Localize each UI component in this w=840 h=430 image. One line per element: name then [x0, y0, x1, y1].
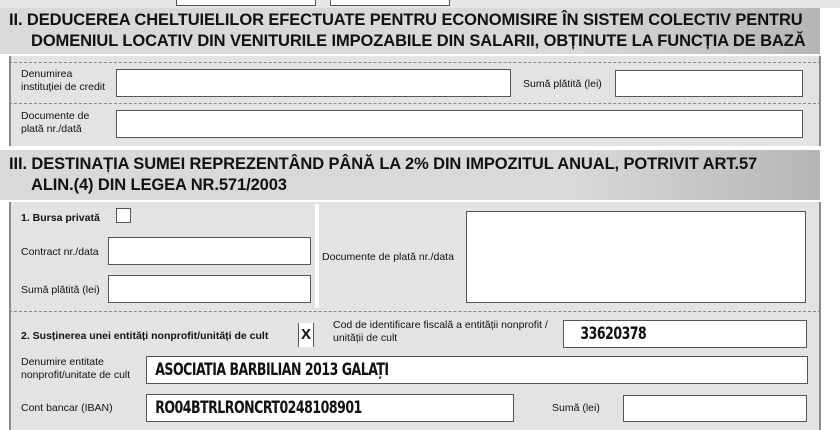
payment-docs-field[interactable]	[116, 110, 803, 138]
bank-name-field[interactable]	[116, 69, 511, 97]
nonprofit-checkbox[interactable]: X	[298, 323, 314, 347]
section-3-divider	[9, 311, 821, 312]
nonprofit-amount-field[interactable]	[623, 395, 807, 422]
nonprofit-name-field[interactable]: ASOCIATIA BARBILIAN 2013 GALAȚI	[146, 356, 808, 384]
private-grant-label: 1. Bursa privată	[21, 212, 100, 224]
previous-field-right[interactable]	[330, 0, 450, 6]
nonprofit-name-label: Denumire entitate nonprofit/unitate de cult	[21, 356, 131, 381]
fiscal-code-label: Cod de identificare fiscală a entității nonprofit / unității de cult	[333, 319, 548, 344]
grant-amount-label: Sumă plătită (lei)	[21, 284, 100, 296]
section-2-divider-top	[9, 62, 821, 63]
section-2-heading	[0, 8, 820, 54]
private-grant-checkbox[interactable]	[116, 208, 131, 223]
section-2-title-line2: DOMENIUL LOCATIV DIN VENITURILE IMPOZABILE DIN SALARII, OBȚINUTE LA FUNCȚIA DE BAZĂ	[31, 32, 806, 50]
grant-amount-field[interactable]	[108, 275, 311, 303]
payment-docs-label: Documente de plată nr./dată	[21, 110, 90, 135]
bank-name-label: Denumirea instituției de credit	[21, 68, 106, 93]
section-3-title-line2: ALIN.(4) DIN LEGEA NR.571/2003	[31, 176, 287, 194]
paid-amount-label: Sumă plătită (lei)	[523, 78, 602, 90]
contract-label: Contract nr./data	[21, 246, 99, 258]
column-separator	[315, 204, 319, 308]
section-2-divider-mid	[9, 103, 821, 104]
section-3-title-line1: III. DESTINAȚIA SUMEI REPREZENTÂND PÂNĂ LA 2% DIN IMPOZITUL ANUAL, POTRIVIT ART.57	[9, 155, 758, 173]
section-2-title-line1: II. DEDUCEREA CHELTUIELILOR EFECTUATE PENTRU ECONOMISIRE ÎN SISTEM COLECTIV PENTRU	[9, 11, 803, 29]
iban-label: Cont bancar (IBAN)	[21, 402, 113, 414]
previous-field-left[interactable]	[176, 0, 316, 6]
iban-field[interactable]: RO04BTRLRONCRT0248108901	[146, 394, 514, 422]
grant-docs-field[interactable]	[466, 211, 806, 303]
contract-field[interactable]	[108, 237, 311, 265]
paid-amount-field[interactable]	[615, 70, 803, 97]
grant-docs-label: Documente de plată nr./data	[322, 251, 454, 263]
section-3-heading	[0, 150, 820, 200]
nonprofit-label: 2. Susținerea unei entități nonprofit/unități de cult	[21, 330, 269, 342]
nonprofit-amount-label: Sumă (lei)	[552, 402, 600, 414]
fiscal-code-field[interactable]: 33620378	[563, 320, 807, 348]
